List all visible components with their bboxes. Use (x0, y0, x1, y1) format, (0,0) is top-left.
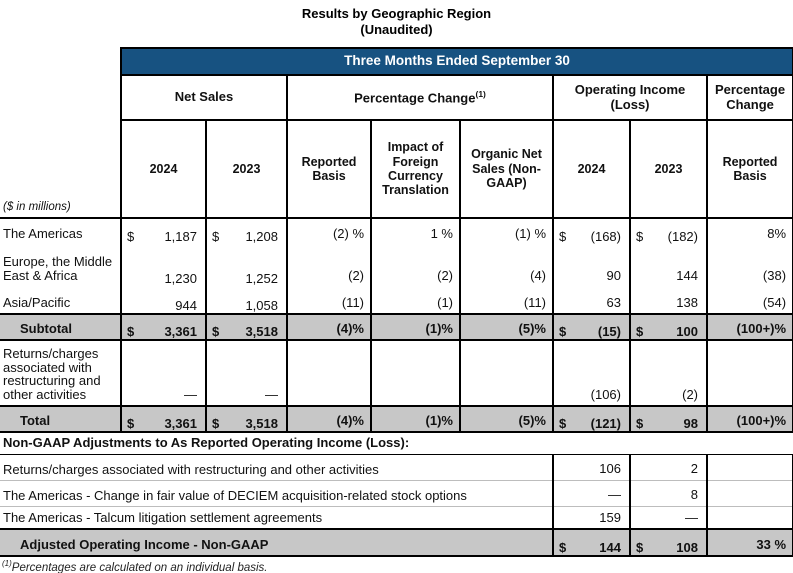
row-label: The Americas (0, 218, 121, 244)
row-label: Adjusted Operating Income - Non-GAAP (0, 529, 553, 556)
spacer-cell (0, 75, 121, 120)
cell-pct-change (707, 340, 793, 406)
cell-oi-2024: $ 144 (553, 529, 630, 556)
cell-oi-2023: 2 (630, 454, 707, 480)
cell-net-sales-2023: $ 3,518 (206, 314, 287, 340)
table-row-adjusted-operating-income (0, 529, 793, 556)
cell-oi-2023: (2) (630, 340, 707, 406)
cell-net-sales-2023: 1,252 (206, 244, 287, 286)
table-row-emea (0, 244, 793, 286)
cell-oi-2023: $ 108 (630, 529, 707, 556)
cell-oi-2024: 159 (553, 506, 630, 529)
col-header-reported-basis: Reported Basis (287, 120, 371, 218)
cell-oi-2024: (106) (553, 340, 630, 406)
nongaap-row-deciem (0, 480, 793, 506)
cell-oi-2024: — (553, 480, 630, 506)
dollar-sign: $ (636, 539, 644, 555)
cell-pct-change (707, 480, 793, 506)
cell-pct-fx: (1)% (371, 314, 460, 340)
col-header-oi-2024: 2024 (553, 120, 630, 218)
column-header-row (0, 120, 793, 218)
row-label: The Americas - Talcum litigation settlement agreements (0, 506, 553, 529)
row-label: Asia/Pacific (0, 286, 121, 314)
group-header-percentage-change-right: Percentage Change (707, 75, 793, 120)
group-header-percentage-change (287, 75, 553, 120)
col-header-oi-2023: 2023 (630, 120, 707, 218)
cell-pct-change (707, 506, 793, 529)
geographic-results-table (0, 47, 793, 557)
cell-net-sales-2024: $ 3,361 (121, 406, 206, 432)
cell-pct-fx: (1) (371, 286, 460, 314)
cell-net-sales-2024: $ 1,187 (121, 218, 206, 244)
row-label: Subtotal (0, 314, 121, 340)
cell-oi-2024: $ (15) (553, 314, 630, 340)
nongaap-row-returns-charges (0, 454, 793, 480)
cell-net-sales-2023: $ 1,208 (206, 218, 287, 244)
dollar-sign: $ (636, 415, 644, 431)
cell-pct-change: (100+)% (707, 406, 793, 432)
footnote-text: Percentages are calculated on an individual basis. (11, 561, 268, 573)
cell-pct-organic: (5)% (460, 406, 553, 432)
spacer-cell (0, 48, 121, 75)
cell-oi-2024: 90 (553, 244, 630, 286)
cell-pct-organic: (11) (460, 286, 553, 314)
footnote (0, 557, 793, 573)
dollar-sign: $ (559, 228, 567, 244)
cell-oi-2024: $ (121) (553, 406, 630, 432)
dollar-sign: $ (559, 539, 567, 555)
dollar-sign: $ (212, 228, 220, 244)
dollar-sign: $ (127, 228, 135, 244)
table-row-americas (0, 218, 793, 244)
table-row-asia-pacific (0, 286, 793, 314)
dollar-sign: $ (559, 415, 567, 431)
cell-net-sales-2023: $ 3,518 (206, 406, 287, 432)
dollar-sign: $ (212, 415, 220, 431)
table-row-total (0, 406, 793, 432)
group-header-operating-income: Operating Income (Loss) (553, 75, 707, 120)
group-header-net-sales: Net Sales (121, 75, 287, 120)
cell-oi-2023: $ (182) (630, 218, 707, 244)
row-label: Returns/charges associated with restructuring and other activities (0, 340, 121, 406)
table-row-returns-charges (0, 340, 793, 406)
group-header-row (0, 75, 793, 120)
period-header: Three Months Ended September 30 (121, 48, 793, 75)
table-row-subtotal (0, 314, 793, 340)
cell-net-sales-2024: — (121, 340, 206, 406)
cell-net-sales-2023: — (206, 340, 287, 406)
cell-pct-change: 33 % (707, 529, 793, 556)
cell-pct-reported: (2) (287, 244, 371, 286)
footnote-ref-superscript: (1) (475, 88, 486, 99)
dollar-sign: $ (636, 228, 644, 244)
cell-pct-organic: (1) % (460, 218, 553, 244)
period-header-row (0, 48, 793, 75)
cell-pct-fx: 1 % (371, 218, 460, 244)
cell-pct-change (707, 454, 793, 480)
dollar-sign: $ (127, 323, 135, 339)
units-note: ($ in millions) (0, 120, 121, 218)
cell-pct-change: (38) (707, 244, 793, 286)
cell-pct-reported: (11) (287, 286, 371, 314)
dollar-sign: $ (559, 323, 567, 339)
cell-oi-2023: 8 (630, 480, 707, 506)
cell-pct-fx: (2) (371, 244, 460, 286)
row-label: The Americas - Change in fair value of DECIEM acquisition-related stock options (0, 480, 553, 506)
cell-pct-organic: (4) (460, 244, 553, 286)
nongaap-section-header-row (0, 432, 793, 454)
cell-oi-2024: $ (168) (553, 218, 630, 244)
footnote-ref: (1) (2, 559, 12, 568)
cell-pct-organic: (5)% (460, 314, 553, 340)
col-header-net-sales-2024: 2024 (121, 120, 206, 218)
col-header-net-sales-2023: 2023 (206, 120, 287, 218)
cell-oi-2023: $ 98 (630, 406, 707, 432)
row-label: Europe, the Middle East & Africa (0, 244, 121, 286)
cell-pct-organic (460, 340, 553, 406)
cell-pct-fx: (1)% (371, 406, 460, 432)
dollar-sign: $ (636, 323, 644, 339)
cell-oi-2024: 63 (553, 286, 630, 314)
nongaap-row-talcum (0, 506, 793, 529)
row-label: Returns/charges associated with restructuring and other activities (0, 454, 553, 480)
cell-pct-reported: (4)% (287, 314, 371, 340)
cell-oi-2023: 138 (630, 286, 707, 314)
cell-net-sales-2024: 944 (121, 286, 206, 314)
cell-pct-change: (100+)% (707, 314, 793, 340)
dollar-sign: $ (212, 323, 220, 339)
col-header-fx-impact: Impact of Foreign Currency Translation (371, 120, 460, 218)
cell-oi-2023: — (630, 506, 707, 529)
cell-oi-2023: $ 100 (630, 314, 707, 340)
title-line1: Results by Geographic Region (301, 6, 492, 21)
cell-pct-reported: (4)% (287, 406, 371, 432)
cell-pct-change: 8% (707, 218, 793, 244)
col-header-organic-net-sales: Organic Net Sales (Non-GAAP) (460, 120, 553, 218)
cell-pct-fx (371, 340, 460, 406)
cell-oi-2024: 106 (553, 454, 630, 480)
cell-net-sales-2023: 1,058 (206, 286, 287, 314)
cell-pct-change: (54) (707, 286, 793, 314)
cell-oi-2023: 144 (630, 244, 707, 286)
nongaap-section-header: Non-GAAP Adjustments to As Reported Operating Income (Loss): (0, 432, 793, 454)
title-line2: (Unaudited) (360, 22, 433, 37)
cell-pct-reported: (2) % (287, 218, 371, 244)
row-label: Total (0, 406, 121, 432)
dollar-sign: $ (127, 415, 135, 431)
cell-net-sales-2024: $ 3,361 (121, 314, 206, 340)
col-header-reported-basis-right: Reported Basis (707, 120, 793, 218)
page-title (0, 0, 793, 38)
cell-net-sales-2024: 1,230 (121, 244, 206, 286)
cell-pct-reported (287, 340, 371, 406)
group-header-percentage-change-label: Percentage Change (354, 90, 476, 106)
